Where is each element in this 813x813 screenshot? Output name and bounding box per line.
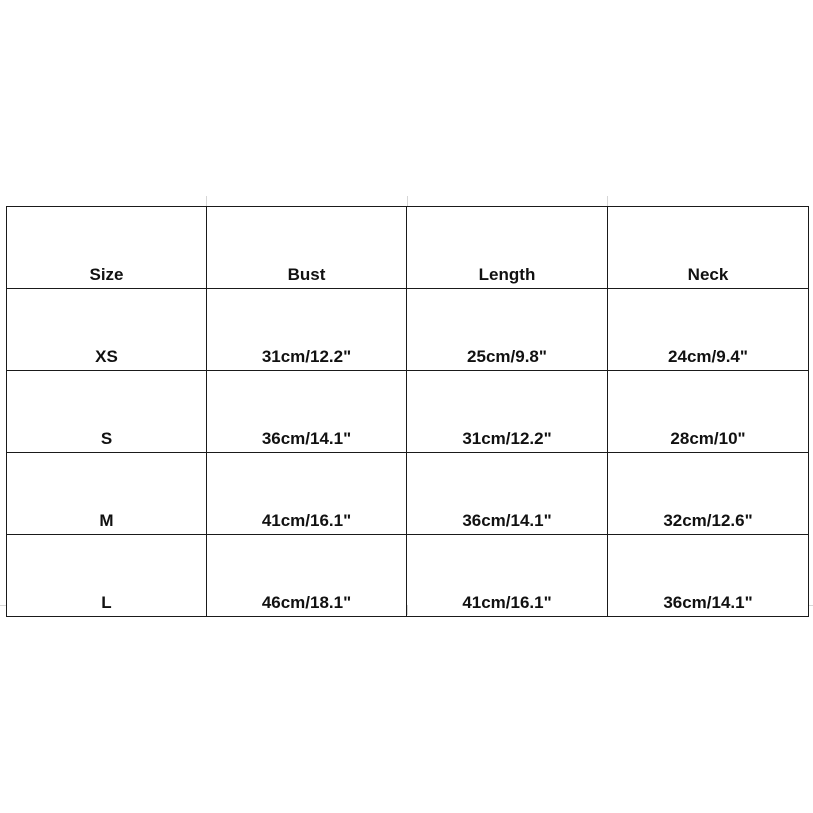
column-header-length: Length [407,207,608,289]
length-cell: 31cm/12.2" [407,371,608,453]
size-cell: XS [7,289,207,371]
column-header-neck: Neck [608,207,809,289]
neck-cell: 24cm/9.4" [608,289,809,371]
size-chart-table [6,206,809,617]
gridline-stub [607,196,608,206]
length-cell: 41cm/16.1" [407,535,608,617]
gridline-stub [206,196,207,206]
header-row [7,207,809,289]
neck-cell: 32cm/12.6" [608,453,809,535]
table-row [7,453,809,535]
gridline-stub [407,196,408,206]
neck-cell: 28cm/10" [608,371,809,453]
neck-cell: 36cm/14.1" [608,535,809,617]
table-row [7,371,809,453]
table-row [7,289,809,371]
column-header-bust: Bust [207,207,407,289]
bust-cell: 31cm/12.2" [207,289,407,371]
size-cell: M [7,453,207,535]
table-row [7,535,809,617]
length-cell: 25cm/9.8" [407,289,608,371]
bust-cell: 41cm/16.1" [207,453,407,535]
column-header-size: Size [7,207,207,289]
bust-cell: 46cm/18.1" [207,535,407,617]
length-cell: 36cm/14.1" [407,453,608,535]
bust-cell: 36cm/14.1" [207,371,407,453]
size-cell: S [7,371,207,453]
size-cell: L [7,535,207,617]
